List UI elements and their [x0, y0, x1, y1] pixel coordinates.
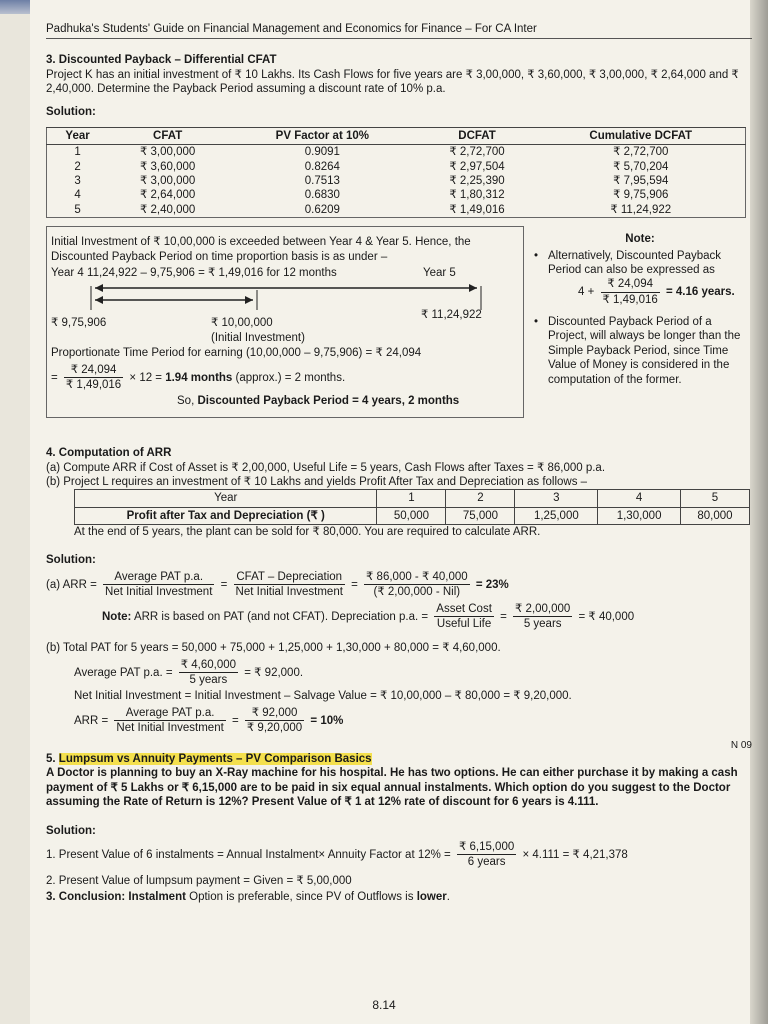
q4a-label: (a) ARR = — [46, 578, 97, 591]
q4a-note: Note: ARR is based on PAT (and not CFAT). Depreciation p.a. = $\frac{\text{Asset Cost}}{\text{Useful Life}}$ = $\frac{₹ 2,00,000}{\text{5 years}}$ = ₹ 40,000 — [102, 602, 635, 630]
q4a-note-text: ARR is based on PAT (and not CFAT). Depreciation p.a. = — [131, 610, 429, 623]
frac-num: CFAT – Depreciation — [234, 570, 345, 585]
q3-mid-value — [211, 316, 305, 345]
q5-s3-mid: Option is preferable, since PV of Outflows is — [185, 891, 417, 903]
q4-part-b: (b) Project L requires an investment of ₹ 10 Lakhs and yields Profit After Tax and Depreciation as follows – — [46, 475, 588, 488]
arrowhead-bl — [95, 296, 103, 304]
q3-dcfat-table — [46, 127, 746, 218]
q3-note-text-2: Discounted Payback Period of a Project, will always be longer than the Simple Payback Period, since Time Value of Money is considered in the computation of the former. — [548, 316, 741, 386]
table-cell: ₹ 9,75,906 — [613, 189, 669, 202]
q5-title-part: Comparison — [264, 753, 332, 765]
q3-note-text-1: Alternatively, Discounted Payback Period can also be expressed as — [548, 249, 722, 276]
table-cell: 0.8264 — [304, 160, 340, 173]
frac-num: Average PAT p.a. — [114, 706, 225, 721]
q4a-frac-3 — [364, 570, 470, 600]
q5-title-part: vs — [113, 753, 133, 765]
table-header: Cumulative DCFAT — [537, 127, 746, 144]
q3-fraction — [64, 363, 123, 393]
table-cell: Year — [75, 490, 377, 507]
table-cell: 1 — [377, 490, 446, 507]
q3-text: Project K has an initial investment of ₹ 10 Lakhs. Its Cash Flows for five years are ₹ 3,00,000, ₹ 3,60,000, ₹ 3,00,000, ₹ 2,64,000 and ₹ 2,40,000. Determine the Payback Period assuming a discount rate of 10% p.a. — [46, 68, 739, 96]
table-cell: ₹ 3,60,000 — [140, 160, 196, 173]
table-row — [47, 203, 746, 218]
table-row — [75, 490, 750, 507]
table-cell: 5 — [74, 203, 81, 216]
q3-frac-tail-post: (approx.) = 2 months. — [232, 371, 346, 384]
q4b-arr-frac-1 — [114, 706, 225, 736]
q4a-note-label: Note: — [102, 610, 132, 623]
q3-note-result: = 4.16 years. — [666, 286, 735, 299]
q3-note-prefix: 4 + — [578, 286, 595, 299]
q5-s3-pre: 3. Conclusion: — [46, 891, 129, 903]
table-cell: 0.7513 — [304, 175, 340, 187]
q5-step-2: 2. Present Value of lumpsum payment = Given = ₹ 5,00,000 — [46, 874, 352, 887]
table-cell: ₹ 2,72,700 — [613, 146, 669, 159]
q3-note-bullet-1: • Alternatively, Discounted Payback Period can also be expressed as 4 + $\frac{₹ 24,094}{₹ 1,49,016}$ = 4.16 years. — [534, 249, 735, 306]
q5-s3-bold-2: lower — [416, 891, 447, 903]
q4b-average — [46, 658, 752, 688]
page-number: 8.14 — [372, 998, 396, 1012]
table-header-row — [47, 127, 746, 144]
q3-note-box — [534, 226, 746, 387]
q4-pat-table — [74, 489, 750, 525]
q4b-avg-frac — [179, 658, 238, 688]
q5-s1-post: × 4.111 = ₹ 4,21,378 — [522, 848, 628, 861]
q3-timeline-values — [51, 309, 519, 344]
table-header: DCFAT — [418, 127, 537, 144]
q3-proportion: Proportionate Time Period for earning (10,00,000 – 9,75,906) = ₹ 24,094 — [51, 347, 422, 360]
q4a-result: = 23% — [475, 578, 509, 591]
q4b-arr: ARR = $\frac{\text{Average PAT p.a.}}{\text{Net Initial Investment}}$ = $\frac{₹ 92,000}{₹ 9,20,000}$ = 10% — [74, 706, 344, 735]
table-row — [75, 507, 750, 524]
q3-left-value: ₹ 9,75,906 — [51, 317, 107, 330]
book-spine — [750, 0, 768, 1024]
table-cell: 1,25,000 — [515, 507, 598, 524]
page-content — [46, 14, 752, 906]
table-cell: 4 — [74, 189, 81, 202]
table-cell: ₹ 2,64,000 — [140, 189, 196, 202]
running-header: Padhuka's Students' Guide on Financial Management and Economics for Finance – For CA Inter — [46, 22, 752, 39]
q5-text: A Doctor is planning to buy an X-Ray machine for his hospital. He has two options. He can either purchase it by making a cash payment of ₹ 5 Lakhs or ₹ 6,15,000 are to be paid in six equal annual instalments. Which option do you suggest to the Doctor assuming the Rate of Return is 12%? Present Value of ₹ 1 at 12% rate of discount for 6 years is 4.111. — [46, 767, 738, 809]
q3-mid-sub: (Initial Investment) — [211, 331, 305, 344]
table-row — [47, 174, 746, 188]
q4b-arr-result: = 10% — [310, 714, 344, 727]
frac-den: 6 years — [467, 856, 506, 869]
q4a-frac-2 — [234, 570, 345, 600]
q5-s1-pre: 1. Present Value of 6 instalments = Annual Instalment× Annuity Factor at 12% = — [46, 848, 451, 861]
table-cell: 3 — [74, 175, 81, 187]
q5-title-part: Annuity — [132, 753, 176, 765]
table-cell: 50,000 — [377, 507, 446, 524]
q5-title-part: Lumpsum — [58, 753, 114, 765]
q3-working-area — [46, 226, 752, 418]
q3-frac-tail-bold: 1.94 months — [165, 371, 233, 384]
frac-num: ₹ 92,000 — [245, 706, 304, 721]
arrowhead-left — [95, 284, 103, 292]
q5-title — [46, 752, 752, 766]
q5-solution-label: Solution: — [46, 824, 96, 837]
table-cell: ₹ 3,00,000 — [140, 146, 196, 159]
q3-note-title: Note: — [625, 233, 655, 246]
table-header: Year — [47, 127, 109, 144]
frac-num: ₹ 2,00,000 — [513, 602, 572, 617]
table-header: PV Factor at 10% — [227, 127, 417, 144]
q3-frac-den: ₹ 1,49,016 — [65, 379, 122, 391]
q3-calc-intro: Initial Investment of ₹ 10,00,000 is exceeded between Year 4 & Year 5. Hence, the Discounted Payback Period on time proportion basis is as under – — [51, 236, 471, 263]
q5-tag: N 09 — [730, 739, 752, 751]
table-cell: ₹ 5,70,204 — [613, 160, 669, 173]
arrowhead-right — [469, 284, 477, 292]
q3-frac-tail-pre: × 12 = — [129, 371, 166, 384]
q4-solution-label: Solution: — [46, 554, 96, 567]
q3-mid-amount: ₹ 10,00,000 — [211, 317, 273, 330]
q3-so-pre: So, — [177, 395, 198, 408]
q4b-net-investment: Net Initial Investment = Initial Investment – Salvage Value = ₹ 10,00,000 – ₹ 80,000 = ₹ 9,20,000. — [74, 690, 572, 703]
table-cell: 2 — [446, 490, 515, 507]
q3-note-fraction — [601, 277, 660, 307]
table-cell: 4 — [598, 490, 681, 507]
table-cell: 1,30,000 — [598, 507, 681, 524]
q5-s3-bold-1: Instalment — [128, 891, 186, 903]
q4a-note-frac-1 — [434, 602, 494, 632]
table-cell: ₹ 11,24,922 — [610, 203, 672, 216]
q4a-formula: (a) ARR = $\frac{\text{Average PAT p.a.}}{\text{Net Initial Investment}}$ = $\frac{\text{CFAT – Depreciation}}{\text{Net Initial Investment}}$ = $\frac{₹ 86,000 - ₹ 40,000}{\text{(₹ 2,00,000 - Nil)}}$ = 23% — [46, 570, 509, 599]
q4b-arr-label: ARR = — [74, 714, 109, 727]
table-cell: 0.6209 — [304, 203, 340, 216]
table-cell: 75,000 — [446, 507, 515, 524]
table-cell: 0.6830 — [304, 189, 340, 202]
table-row — [47, 188, 746, 202]
q3-so-bold: Discounted Payback Period = 4 years, 2 months — [197, 395, 460, 408]
q5-s1-frac — [457, 840, 516, 870]
frac-num: ₹ 86,000 - ₹ 40,000 — [364, 570, 470, 585]
q4b-avg-result: = ₹ 92,000. — [244, 666, 304, 679]
q3-note-bullet-2: • Discounted Payback Period of a Project, will always be longer than the Simple Payback Period, since Time Value of Money is considered in the computation of the former. — [534, 315, 746, 387]
arrowhead-br — [245, 296, 253, 304]
q5-title-part: Payments – PV — [175, 753, 265, 765]
q4b-total: (b) Total PAT for 5 years = 50,000 + 75,000 + 1,25,000 + 1,30,000 + 80,000 = ₹ 4,60,000. — [46, 642, 501, 655]
table-cell: ₹ 7,95,594 — [613, 175, 669, 187]
q3-note-frac-den: ₹ 1,49,016 — [602, 293, 658, 306]
q3-frac-num: ₹ 24,094 — [64, 363, 123, 378]
q5-s3-end: . — [446, 891, 450, 903]
q5-step-3 — [46, 890, 752, 904]
q4a-note-frac-2 — [513, 602, 572, 632]
q5-title-part: Basics — [331, 753, 372, 765]
q3-title: 3. Discounted Payback – Differential CFAT — [46, 54, 277, 67]
table-row — [47, 160, 746, 174]
q3-fraction-line: = $\frac{₹ 24,094}{₹ 1,49,016}$ × 12 = 1.94 months (approx.) = 2 months. — [51, 363, 346, 391]
q3-right-value: ₹ 11,24,922 — [421, 309, 482, 322]
q3-note-frac-num: ₹ 24,094 — [601, 277, 660, 292]
table-cell: ₹ 3,00,000 — [140, 175, 196, 187]
table-cell: ₹ 2,25,390 — [449, 175, 505, 187]
frac-den: ₹ 9,20,000 — [246, 722, 303, 735]
table-cell: 1 — [74, 146, 81, 159]
frac-den: Net Initial Investment — [235, 586, 343, 599]
table-cell: 3 — [515, 490, 598, 507]
table-cell: ₹ 1,80,312 — [449, 189, 505, 202]
table-cell: 5 — [680, 490, 749, 507]
q4a-frac-1 — [103, 570, 214, 600]
table-row — [47, 145, 746, 160]
q3-conclusion — [51, 394, 519, 408]
table-cell: ₹ 2,97,504 — [449, 160, 505, 173]
table-cell: ₹ 2,40,000 — [140, 203, 196, 216]
frac-den: Useful Life — [436, 617, 492, 630]
table-cell: ₹ 1,49,016 — [449, 203, 505, 216]
frac-den: Net Initial Investment — [105, 586, 213, 599]
frac-den: 5 years — [523, 617, 562, 630]
table-cell: Profit after Tax and Depreciation (₹ ) — [75, 507, 377, 524]
q3-year5-label: Year 5 — [423, 266, 456, 279]
frac-den: Net Initial Investment — [116, 722, 224, 735]
frac-num: ₹ 6,15,000 — [457, 840, 516, 855]
table-cell: 80,000 — [680, 507, 749, 524]
table-cell: 0.9091 — [304, 146, 340, 159]
table-cell: ₹ 2,72,700 — [449, 146, 505, 159]
table-header: CFAT — [108, 127, 227, 144]
q4b-avg-label: Average PAT p.a. = — [74, 666, 173, 679]
q5-step-1 — [46, 840, 752, 870]
q4b-arr-frac-2 — [245, 706, 304, 736]
q4-part-a: (a) Compute ARR if Cost of Asset is ₹ 2,00,000, Useful Life = 5 years, Cash Flows after Taxes = ₹ 86,000 p.a. — [46, 461, 606, 474]
q3-calc-box — [46, 226, 524, 418]
q3-year4-text: Year 4 11,24,922 – 9,75,906 = ₹ 1,49,016 for 12 months — [51, 266, 337, 279]
q4-after-table: At the end of 5 years, the plant can be sold for ₹ 80,000. You are required to calculate ARR. — [74, 526, 541, 538]
frac-num: Asset Cost — [434, 602, 494, 617]
table-cell: 2 — [74, 160, 81, 173]
q3-solution-label: Solution: — [46, 105, 96, 118]
frac-num: Average PAT p.a. — [103, 570, 214, 585]
frac-den: (₹ 2,00,000 - Nil) — [373, 586, 461, 599]
frac-num: ₹ 4,60,000 — [179, 658, 238, 673]
frac-den: 5 years — [189, 674, 228, 686]
q4-title: 4. Computation of ARR — [46, 447, 172, 460]
q3-year-line — [51, 266, 519, 280]
q4a-note-result: = ₹ 40,000 — [578, 610, 635, 623]
q5-num: 5. — [46, 753, 56, 765]
